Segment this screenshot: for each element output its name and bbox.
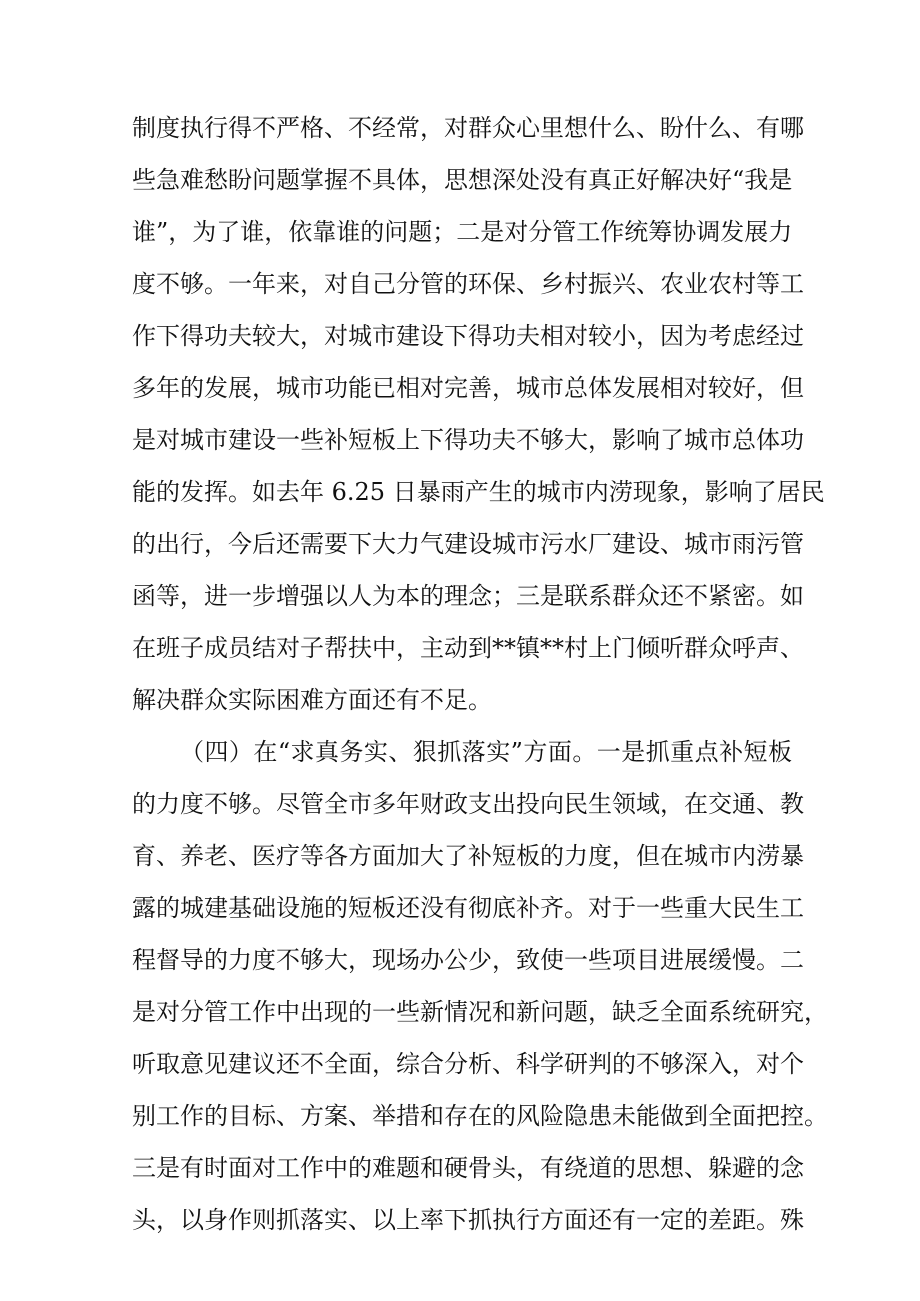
paragraph-line: 作下得功夫较大，对城市建设下得功夫相对较小，因为考虑经过 [132, 322, 804, 350]
paragraph-line: 头，以身作则抓落实、以上率下抓执行方面还有一定的差距。殊 [132, 1206, 804, 1234]
paragraph-line: 解决群众实际困难方面还有不足。 [132, 686, 492, 714]
paragraph-line: 谁”，为了谁，依靠谁的问题；二是对分管工作统筹协调发展力 [132, 218, 793, 246]
paragraph-line: 多年的发展，城市功能已相对完善，城市总体发展相对较好，但 [132, 374, 804, 402]
paragraph-line: 是对分管工作中出现的一些新情况和新问题，缺乏全面系统研究， [132, 998, 828, 1026]
paragraph-line: 程督导的力度不够大，现场办公少，致使一些项目进展缓慢。二 [132, 946, 804, 974]
paragraph-line: 在班子成员结对子帮扶中，主动到**镇**村上门倾听群众呼声、 [132, 634, 804, 662]
paragraph-line: 三是有时面对工作中的难题和硬骨头，有绕道的思想、躲避的念 [132, 1154, 804, 1182]
paragraph-line: 的出行，今后还需要下大力气建设城市污水厂建设、城市雨污管 [132, 530, 804, 558]
paragraph-line: 的力度不够。尽管全市多年财政支出投向民生领域，在交通、教 [132, 790, 804, 818]
paragraph-line: 育、养老、医疗等各方面加大了补短板的力度，但在城市内涝暴 [132, 842, 804, 870]
paragraph-line: 些急难愁盼问题掌握不具体，思想深处没有真正好解决好“我是 [132, 166, 793, 194]
paragraph-line: 露的城建基础设施的短板还没有彻底补齐。对于一些重大民生工 [132, 894, 804, 922]
paragraph-line: 听取意见建议还不全面，综合分析、科学研判的不够深入，对个 [132, 1050, 804, 1078]
paragraph-line: 制度执行得不严格、不经常，对群众心里想什么、盼什么、有哪 [132, 114, 804, 142]
paragraph-line: 函等，进一步增强以人为本的理念；三是联系群众还不紧密。如 [132, 582, 804, 610]
section-heading-line: （四）在“求真务实、狠抓落实”方面。一是抓重点补短板 [180, 738, 792, 766]
paragraph-line: 能的发挥。如去年 6.25 日暴雨产生的城市内涝现象，影响了居民 [132, 478, 825, 506]
paragraph-line: 是对城市建设一些补短板上下得功夫不够大，影响了城市总体功 [132, 426, 804, 454]
paragraph-line: 别工作的目标、方案、举措和存在的风险隐患未能做到全面把控。 [132, 1102, 828, 1130]
paragraph-line: 度不够。一年来，对自己分管的环保、乡村振兴、农业农村等工 [132, 270, 804, 298]
